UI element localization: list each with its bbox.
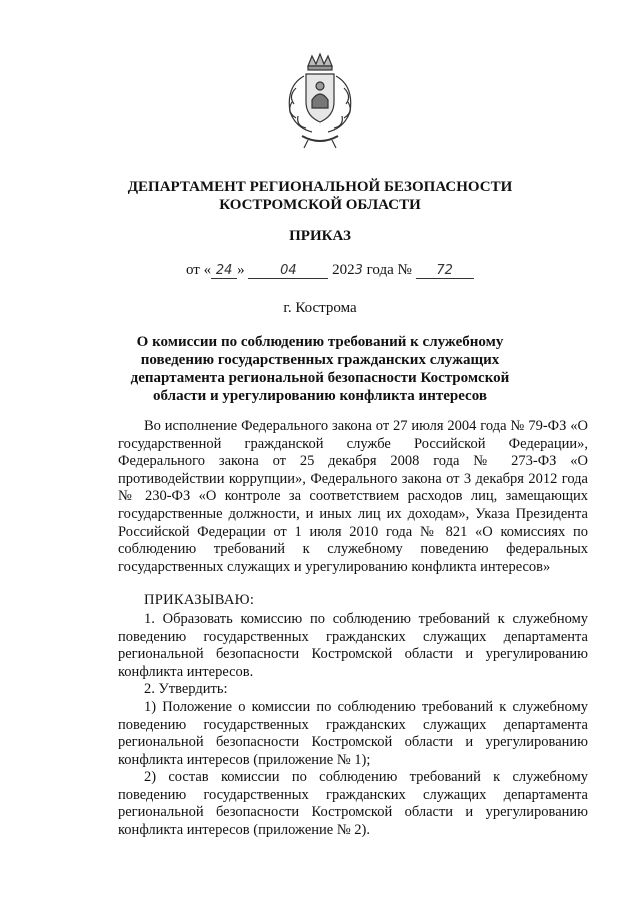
order-word: ПРИКАЗЫВАЮ: [144,592,255,608]
date-month: 04 [248,263,328,279]
paragraph-2: 2. Утвердить: [144,681,228,697]
paragraph-2-2: 2) состав комиссии по соблюдению требований к служебному поведению государственных гражданских служащих департамента региональной безопасности Костромской области и урегулированию конфликта интересов (приложение № 2). [118,769,588,838]
paragraph-1: 1. Образовать комиссию по соблюдению требований к служебному поведению государственных гражданских служащих департамента региональной безопасности Костромской области и урегулированию конфликта интересов. [118,611,588,680]
date-year-digit: 3 [354,263,363,278]
date-number-line [186,262,506,279]
intro-paragraph: Во исполнение Федерального закона от 27 июля 2004 года № 79-ФЗ «О государственной гражданской службе Российской Федерации», Федерального закона от 25 декабря 2008 года № 273-ФЗ «О противодействии коррупции», Федерального закона от 3 декабря 2012 года № 230-ФЗ «О контроле за соответствием расходов лиц, замещающих государственные должности, и иных лиц их доходам», Указа Президента Российской Федерации от 1 июля 2010 года № 821 «О комиссиях по соблюдению требований к служебному поведению федеральных государственных служащих и урегулированию конфликта интересов» [118,418,588,575]
department-header-line-2: КОСТРОМСКОЙ ОБЛАСТИ [219,197,421,213]
department-header-line-1: ДЕПАРТАМЕНТ РЕГИОНАЛЬНОЙ БЕЗОПАСНОСТИ [127,179,513,195]
document-type: ПРИКАЗ [289,228,351,244]
coat-of-arms-emblem [278,52,362,152]
order-title: О комиссии по соблюдению требований к служебному поведению государственных гражданских служащих департамента региональной безопасности Костромской области и урегулированию конфликта интересов [130,334,510,404]
paragraph-2-1: 1) Положение о комиссии по соблюдению требований к служебному поведению государственных гражданских служащих департамента региональной безопасности Костромской области и урегулированию конфликта интересов (приложение № 1); [118,699,588,768]
department-header [0,178,640,214]
date-day: 24 [211,263,237,279]
date-prefix: от « [186,262,212,278]
date-year-prefix: 202 [332,262,355,278]
date-year-suffix: года № [366,262,412,278]
date-mid: » [237,262,245,278]
city: г. Кострома [283,300,357,316]
order-number: 72 [416,263,474,279]
